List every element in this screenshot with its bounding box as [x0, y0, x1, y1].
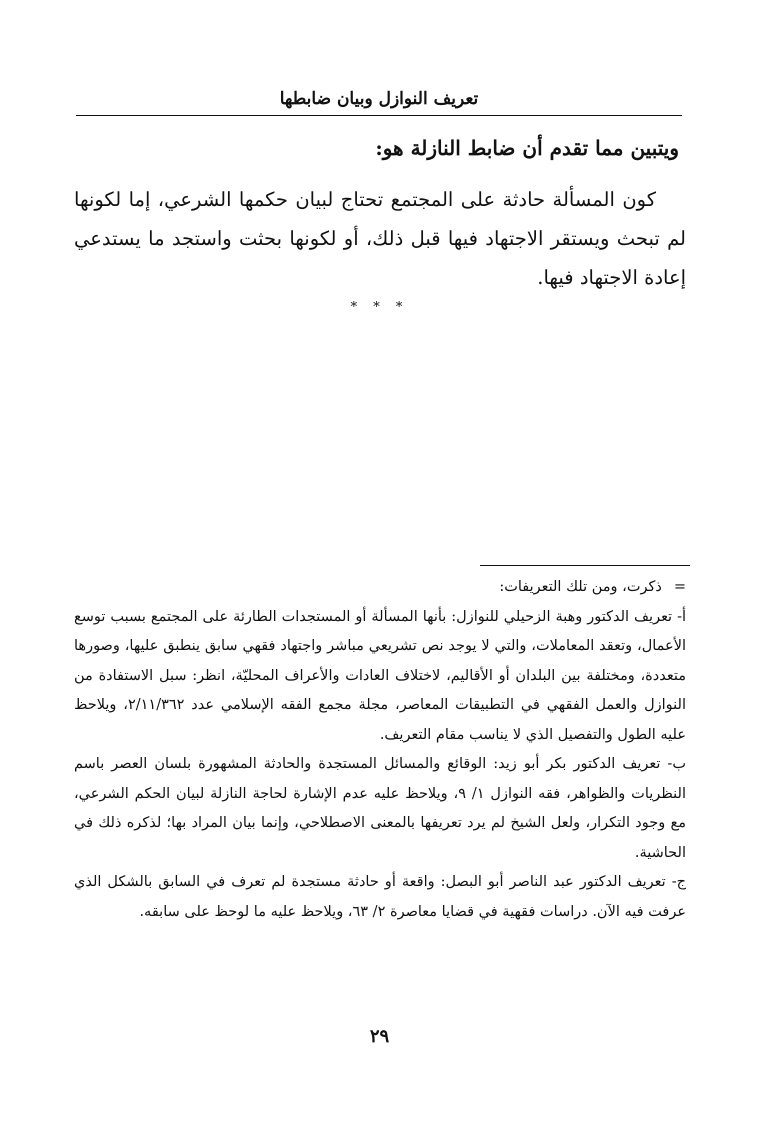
- footnote-intro-text: ذكرت، ومن تلك التعريفات:: [499, 579, 662, 595]
- lead-sentence: ويتبين مما تقدم أن ضابط النازلة هو:: [375, 136, 679, 160]
- running-header-title: تعريف النوازل وبيان ضابطها: [279, 89, 479, 109]
- footnote-intro-line: [74, 573, 686, 603]
- footnote-continuation-marker: =: [673, 579, 686, 595]
- footnote-item-b: ب- تعريف الدكتور بكر أبو زيد: الوقائع والمسائل المستجدة والحادثة المشهورة بلسان العصر باسم النظريات والظواهر، فقه النوازل ١/ ٩، ويلاحظ عليه عدم الإشارة لحاجة النازلة لبيان الحكم الشرعي، مع وجود التكرار، ولعل الشيخ لم يرد تعريفها بالمعنى الاصطلاحي، وإنما بيان المراد بها؛ لذكره ذلك في الحاشية.: [74, 756, 686, 861]
- footnote-item-c: ج- تعريف الدكتور عبد الناصر أبو البصل: واقعة أو حادثة مستجدة لم تعرف في السابق بالشكل الذي عرفت فيه الآن. دراسات فقهية في قضايا معاصرة ٢/ ٦٣، ويلاحظ عليه ما لوحظ على سابقه.: [74, 874, 686, 920]
- header-divider: [76, 115, 682, 116]
- definition-paragraph: كون المسألة حادثة على المجتمع تحتاج لبيان حكمها الشرعي، إما لكونها لم تبحث ويستقر الاجتهاد فيها قبل ذلك، أو لكونها بحثت واستجد ما يستدعي إعادة الاجتهاد فيها.: [74, 188, 686, 289]
- footnote-item-a: أ- تعريف الدكتور وهبة الزحيلي للنوازل: بأنها المسألة أو المستجدات الطارئة على المجتمع بسبب توسع الأعمال، وتعقد المعاملات، والتي لا يوجد نص تشريعي مباشر واجتهاد فقهي سابق ينطبق عليها، وصورها متعددة، ومختلفة بين البلدان أو الأقاليم، لاختلاف العادات والأعراف المحليّة، انظر: سبل الاستفادة من النوازل والعمل الفقهي في التطبيقات المعاصر، مجلة مجمع الفقه الإسلامي عدد ٢/١١/٣٦٢، ويلاحظ عليه الطول والتفصيل الذي لا يناسب مقام التعريف.: [74, 608, 686, 743]
- footnotes-block: [74, 573, 686, 927]
- footnote-divider: [480, 565, 690, 566]
- page-number: ٢٩: [369, 1026, 390, 1047]
- section-separator: * * *: [350, 300, 409, 315]
